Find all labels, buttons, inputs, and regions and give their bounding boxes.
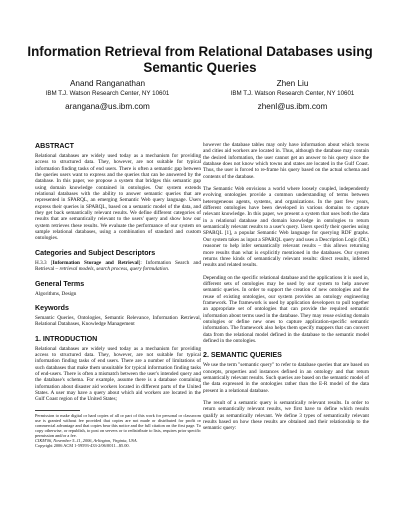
keywords-heading: Keywords xyxy=(35,303,69,312)
author-name: Zhen Liu xyxy=(276,79,309,88)
body-paragraph: The Semantic Web envisions a world where loosely coupled, independently evolving ontologies provide a common understanding of terms between heterogeneous agents, systems, and organizations. In the past few years, different ontologies have been developed in various domains to capture relevant knowledge. In this paper, we present a system that uses both the data in a relational database and domain knowledge in ontologies to return semantically relevant results to a user's query. Users specify their queries using SPARQL [1], a popular Semantic Web language for querying RDF graphs. Our system takes as input a SPARQL query and uses a Description Logic (DL) reasoner to help infer semantically relevant results – this allows returning more results than what is explicitly mentioned in the databases. Our system returns three kinds of semantically relevant results: direct results, inferred results and related results. xyxy=(203,186,369,269)
section-heading: 2. SEMANTIC QUERIES xyxy=(203,351,282,360)
paper-title: Information Retrieval from Relational Databases using Semantic Queries xyxy=(27,44,373,75)
body-paragraph: We use the term "semantic query" to refer to database queries that are based on concepts, properties and instances defined in an ontology and that return semantically relevant results. Such queries are based on the semantic model of the data expressed in the ontologies rather than the E-R model of the data present in a relational database. xyxy=(203,362,369,394)
body-paragraph: Depending on the specific relational database and the applications it is used in, different sets of ontologies may be used by our system to help answer semantic queries. In order to support the creation of new ontologies and the reuse of existing ontologies, our system provides an ontology engineering framework. The framework is used by application developers to pull together an appropriate set of ontologies that can provide the required semantic information about terms used in the database. They may reuse existing domain ontologies or define new ones to capture application-specific semantic information. The framework also helps them specify mappers that can convert data from the relational model defined in the database to the semantic model defined in the ontologies. xyxy=(203,274,369,344)
keywords-text: Semantic Queries, Ontologies, Semantic Relevance, Information Retrieval, Relational Databases, Knowledge Management xyxy=(35,314,201,328)
conference-line: CIKM'06, November 5–11, 2006, Arlington, Virginia, USA. xyxy=(35,438,138,444)
author-block-1 xyxy=(15,79,200,113)
introduction-text: Relational databases are widely used today as a mechanism for providing access to structured data. They, however, are not suitable for typical information finding tasks of end users. There are a number of limitations of such databases that make them unsuitable for typical information finding tasks of end-users. There is often a mismatch between the user's intended query and the database's schema. For example, assume there is a database containing information about disaster aid workers located in different parts of the United States. A user may have a query about which aid workers are located in the Gulf Coast region of the United States; xyxy=(35,345,201,403)
categories-mid: ]: Information Search and Retrieval – xyxy=(35,259,201,273)
abstract-text: Relational databases are widely used today as a mechanism for providing access to structured data. They, however, are not suitable for typical information finding tasks of end users. There is often a semantic gap between the queries users want to express and the queries that can be answered by the database. In this paper, we propose a system that bridges this semantic gap using domain knowledge contained in ontologies. Our system extends relational databases with the ability to answer semantic queries that are represented in SPARQL, an emerging Semantic Web query language. Users express their queries in SPARQL, based on a semantic model of the data, and they get back semantically relevant results. We define different categories of results that are semantically relevant to the users' query and show how our system retrieves these results. We evaluate the performance of our system on sample relational databases, using a combination of standard and custom ontologies. xyxy=(35,153,201,242)
author-affiliation: IBM T.J. Watson Research Center, NY 10601 xyxy=(230,90,355,97)
categories-italic: retrieval models, search process, query formulation. xyxy=(59,266,170,273)
author-email: zhenl@us.ibm.com xyxy=(257,102,328,111)
left-column xyxy=(35,142,201,448)
general-terms-text: Algorithms, Design xyxy=(35,290,77,297)
abstract-heading: ABSTRACT xyxy=(35,142,75,150)
general-terms-heading: General Terms xyxy=(35,279,85,288)
author-name: Anand Ranganathan xyxy=(69,79,146,88)
permission-notice: Permission to make digital or hard copies of all or part of this work for personal or classroom use is granted without fee provided that copies are not made or distributed for profit or commercial advantage and that copies bear this notice and the full citation on the first page. To copy otherwise, or republish, to post on servers or to redistribute to lists, requires prior specific permission and/or a fee. xyxy=(35,412,201,438)
author-block-2 xyxy=(200,79,385,113)
body-paragraph: however the database tables may only have information about which towns and cities aid workers are located in. Thus, although the database may contain the desired information, the user cannot get an answer to his query since the database does not know which towns and states are located in the Gulf Coast. Thus, the user is forced to re-frame his query based on the actual schema and contents of the database. xyxy=(203,142,369,180)
author-email: arangana@us.ibm.com xyxy=(65,102,150,111)
categories-code: H.3.3 [ xyxy=(35,259,53,266)
right-column xyxy=(203,142,369,432)
introduction-heading: 1. INTRODUCTION xyxy=(35,334,98,343)
categories-text xyxy=(35,260,201,273)
body-paragraph: The result of a semantic query is semantically relevant results. In order to return semantically relevant results, we first have to define which results qualify as semantically relevant. We define 3 types of semantically relevant results based on how these results are obtained and their relationship to the semantic query: xyxy=(203,400,369,432)
copyright-line: Copyright 2006 ACM 1-59593-433-2/06/0011...$5.00. xyxy=(35,443,130,449)
author-affiliation: IBM T.J. Watson Research Center, NY 10601 xyxy=(45,90,170,97)
categories-heading: Categories and Subject Descriptors xyxy=(35,248,156,257)
footnote-divider xyxy=(35,410,80,411)
categories-bold: Information Storage and Retrieval xyxy=(52,259,139,266)
